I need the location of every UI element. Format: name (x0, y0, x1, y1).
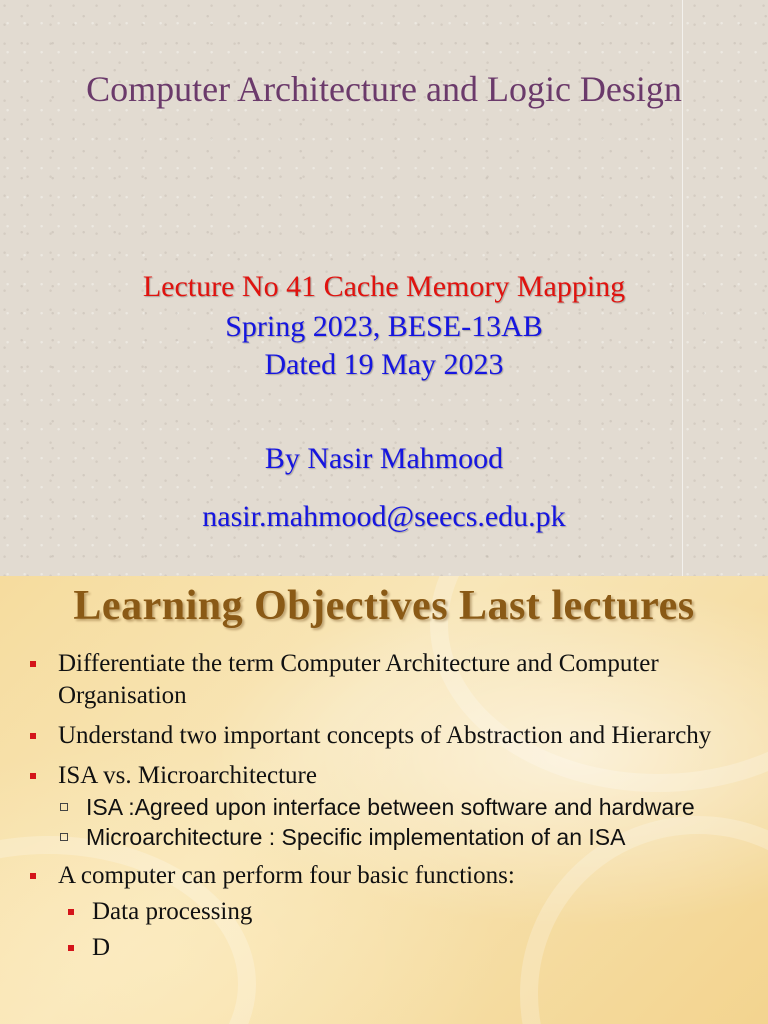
sub-list-item (58, 792, 748, 822)
bullet-icon (68, 909, 74, 915)
list-item (28, 860, 748, 964)
list-item-text: Understand two important concepts of Abstraction and Hierarchy (58, 722, 712, 749)
list-item (28, 720, 748, 752)
sub-list (58, 792, 748, 852)
sub-list-item-text: D (92, 934, 111, 961)
term-label: Spring 2023, BESE-13AB (225, 310, 543, 343)
list-item-text: Differentiate the term Computer Architecture and Computer Organisation (58, 650, 659, 709)
lecture-heading: Lecture No 41 Cache Memory Mapping (142, 270, 626, 303)
bullet-icon (30, 873, 36, 879)
sub-list (58, 896, 748, 964)
bullet-icon (30, 661, 36, 667)
list-item (28, 760, 748, 852)
bullet-icon (68, 945, 74, 951)
author-name: By Nasir Mahmood (264, 442, 504, 475)
square-bullet-icon (60, 803, 68, 811)
date-label: Dated 19 May 2023 (264, 348, 504, 381)
sub-list-item-text: Microarchitecture : Specific implementation of an ISA (86, 824, 626, 850)
list-item-text: ISA vs. Microarchitecture (58, 762, 317, 789)
sub-list-item (58, 822, 748, 852)
course-title: Computer Architecture and Logic Design (86, 69, 682, 109)
author-email: nasir.mahmood@seecs.edu.pk (202, 500, 566, 533)
sub-list-item-text: Data processing (92, 898, 253, 925)
bullet-icon (30, 773, 36, 779)
objectives-title: Learning Objectives Last lectures (73, 583, 695, 629)
sub-list-item-text: ISA :Agreed upon interface between software and hardware (86, 794, 695, 820)
objectives-list (28, 648, 748, 972)
sub-list-item (58, 896, 748, 928)
bullet-icon (30, 733, 36, 739)
square-bullet-icon (60, 833, 68, 841)
list-item (28, 648, 748, 712)
sub-list-item (58, 932, 748, 964)
objectives-slide (0, 576, 768, 1024)
list-item-text: A computer can perform four basic functions: (58, 862, 515, 889)
